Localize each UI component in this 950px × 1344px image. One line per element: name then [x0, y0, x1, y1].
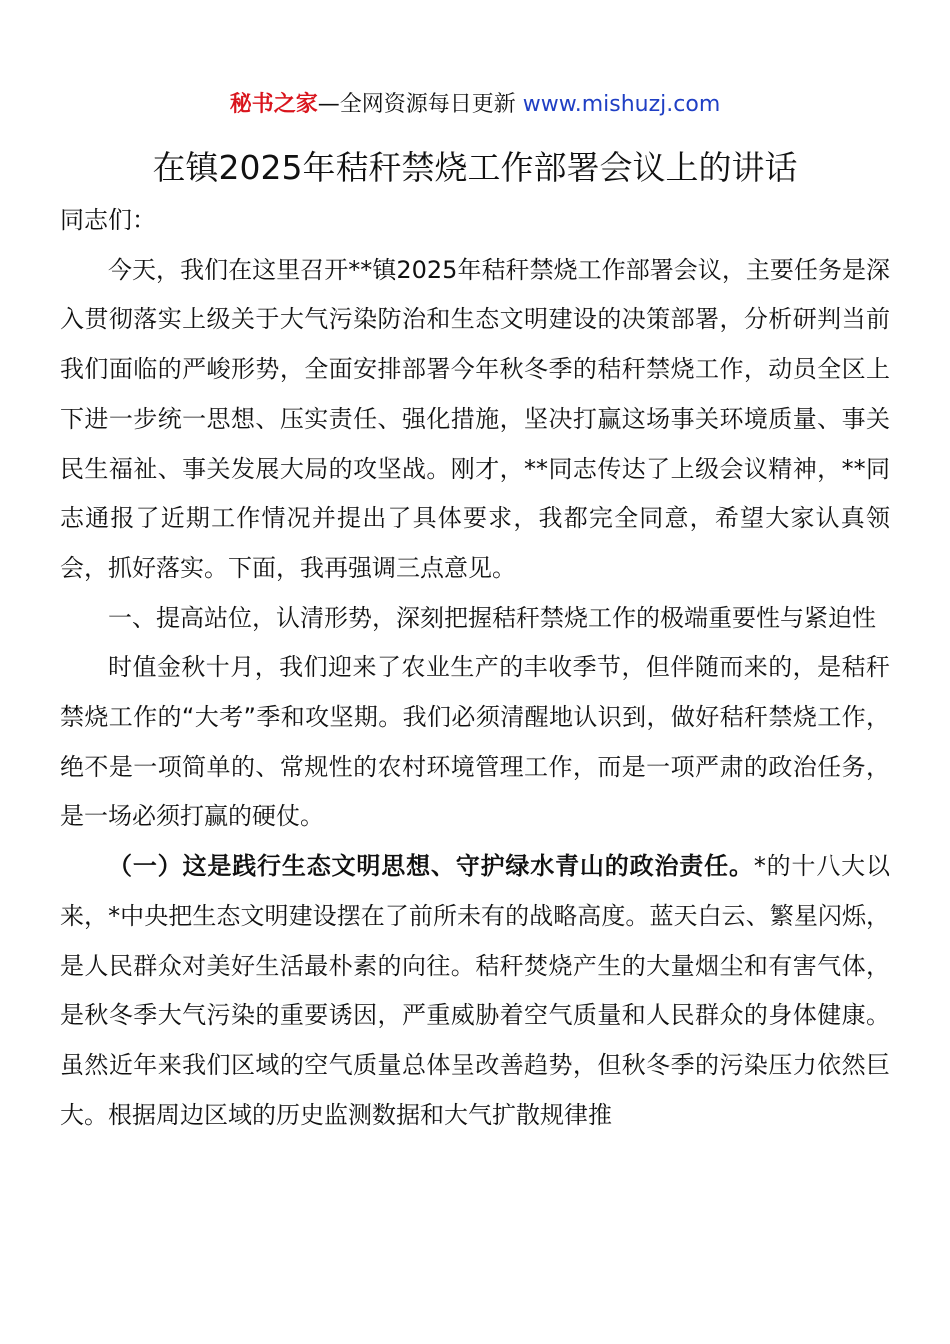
header-tagline: —全网资源每日更新 — [317, 92, 523, 117]
paragraph-situation: 时值金秋十月，我们迎来了农业生产的丰收季节，但伴随而来的，是秸秆禁烧工作的“大考”季和攻坚期。我们必须清醒地认识到，做好秸秆禁烧工作，绝不是一项简单的、常规性的农村环境管理工作，而是一项严肃的政治任务，是一场必须打赢的硬仗。 — [60, 653, 890, 831]
paragraph-political-responsibility-text: *的十八大以来，*中央把生态文明建设摆在了前所未有的战略高度。蓝天白云、繁星闪烁，是人民群众对美好生活最朴素的向往。秸秆焚烧产生的大量烟尘和有害气体，是秋冬季大气污染的重要诱因，严重威胁着空气质量和人民群众的身体健康。虽然近年来我们区域的空气质量总体呈改善趋势，但秋冬季的污染压力依然巨大。根据周边区域的历史监测数据和大气扩散规律推 — [60, 852, 891, 1129]
site-url-link[interactable]: www.mishuzj.com — [522, 92, 721, 117]
document-title: 在镇2025年秸秆禁烧工作部署会议上的讲话 — [152, 148, 798, 187]
subsection-heading-1: （一）这是践行生态文明思想、守护绿水青山的政治责任。 — [108, 852, 754, 881]
paragraph-political-responsibility — [60, 842, 890, 1140]
section-heading-1: 一、提高站位，认清形势，深刻把握秸秆禁烧工作的极端重要性与紧迫性 — [108, 603, 876, 632]
document-body — [60, 196, 890, 1140]
salutation: 同志们： — [60, 206, 156, 234]
brand-name: 秘书之家 — [229, 92, 318, 117]
paragraph-intro: 今天，我们在这里召开**镇2025年秸秆禁烧工作部署会议，主要任务是深入贯彻落实上级关于大气污染防治和生态文明建设的决策部署，分析研判当前我们面临的严峻形势，全面安排部署今年秋冬季的秸秆禁烧工作，动员全区上下进一步统一思想、压实责任、强化措施，坚决打赢这场事关环境质量、事关民生福祉、事关发展大局的攻坚战。刚才，**同志传达了上级会议精神，**同志通报了近期工作情况并提出了具体要求，我都完全同意，希望大家认真领会，抓好落实。下面，我再强调三点意见。 — [60, 255, 890, 582]
site-header — [0, 88, 950, 122]
